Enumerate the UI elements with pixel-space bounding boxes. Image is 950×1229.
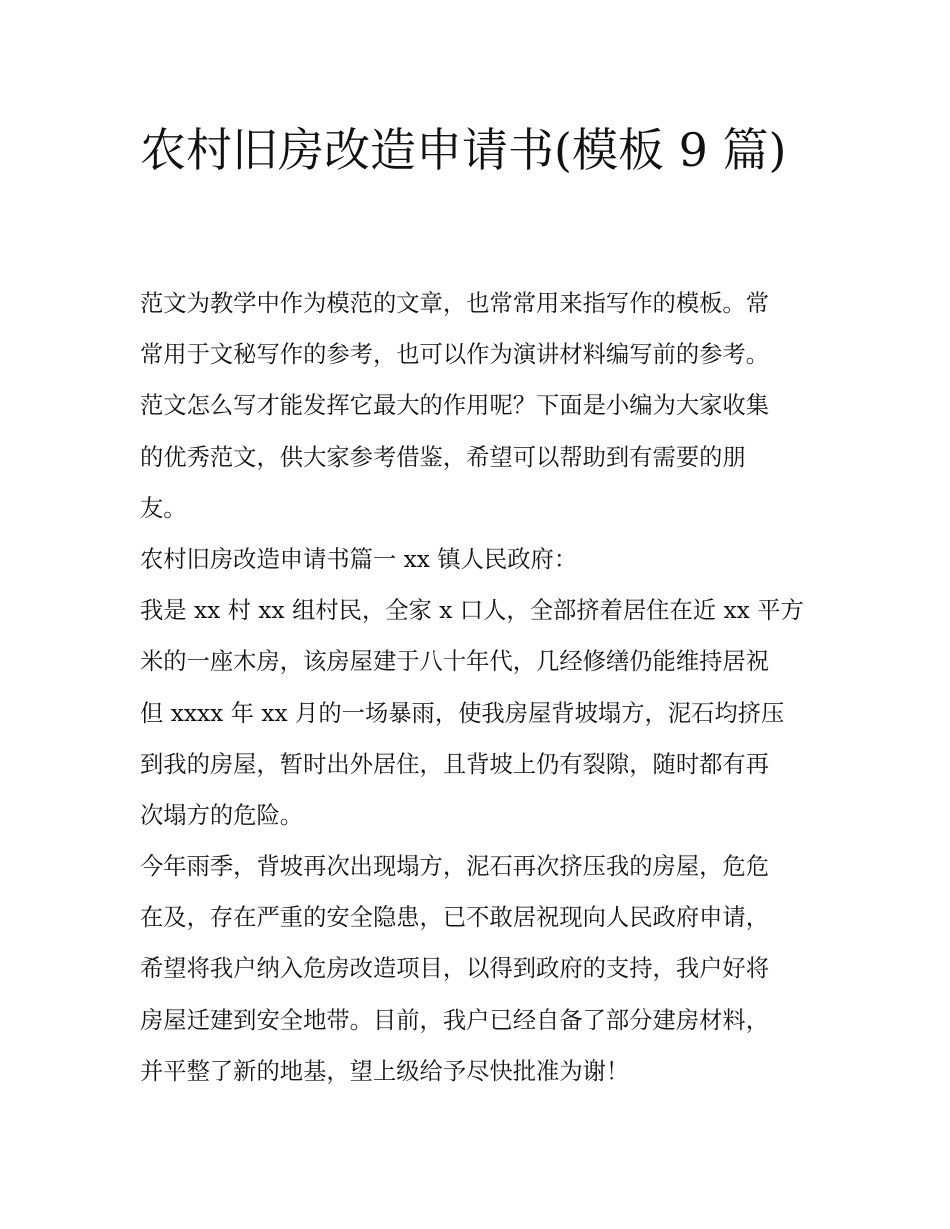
body-line: 友。 [140,494,187,522]
body-line: 常用于文秘写作的参考，也可以作为演讲材料编写前的参考。 [140,341,770,369]
body-line: 范文为教学中作为模范的文章，也常常用来指写作的模板。常 [140,290,770,317]
document-body [140,278,830,1097]
body-line: 米的一座木房，该房屋建于八十年代，几经修缮仍能维持居祝 [140,648,770,676]
body-line: 今年雨季，背坡再次出现塌方，泥石再次挤压我的房屋，危危 [140,853,770,881]
body-line: 但 xxxx 年 xx 月的一场暴雨，使我房屋背坡塌方，泥石均挤压 [140,699,785,727]
body-line: 次塌方的危险。 [140,801,304,829]
section-heading: 农村旧房改造申请书篇一 xx 镇人民政府： [140,545,578,573]
body-line: 房屋迁建到安全地带。目前，我户已经自备了部分建房材料， [140,1006,770,1034]
body-line: 并平整了新的地基，望上级给予尽快批准为谢！ [140,1057,630,1085]
body-line: 到我的房屋，暂时出外居住，且背坡上仍有裂隙，随时都有再 [140,750,770,778]
body-line: 希望将我户纳入危房改造项目，以得到政府的支持，我户好将 [140,955,770,983]
body-line: 的优秀范文，供大家参考借鉴，希望可以帮助到有需要的朋 [140,443,746,471]
body-line: 我是 xx 村 xx 组村民，全家 x 口人，全部挤着居住在近 xx 平方 [140,597,804,625]
body-line: 范文怎么写才能发挥它最大的作用呢？下面是小编为大家收集 [140,392,770,420]
document-title: 农村旧房改造申请书(模板 9 篇) [140,123,787,177]
body-line: 在及，存在严重的安全隐患，已不敢居祝现向人民政府申请， [140,904,770,932]
